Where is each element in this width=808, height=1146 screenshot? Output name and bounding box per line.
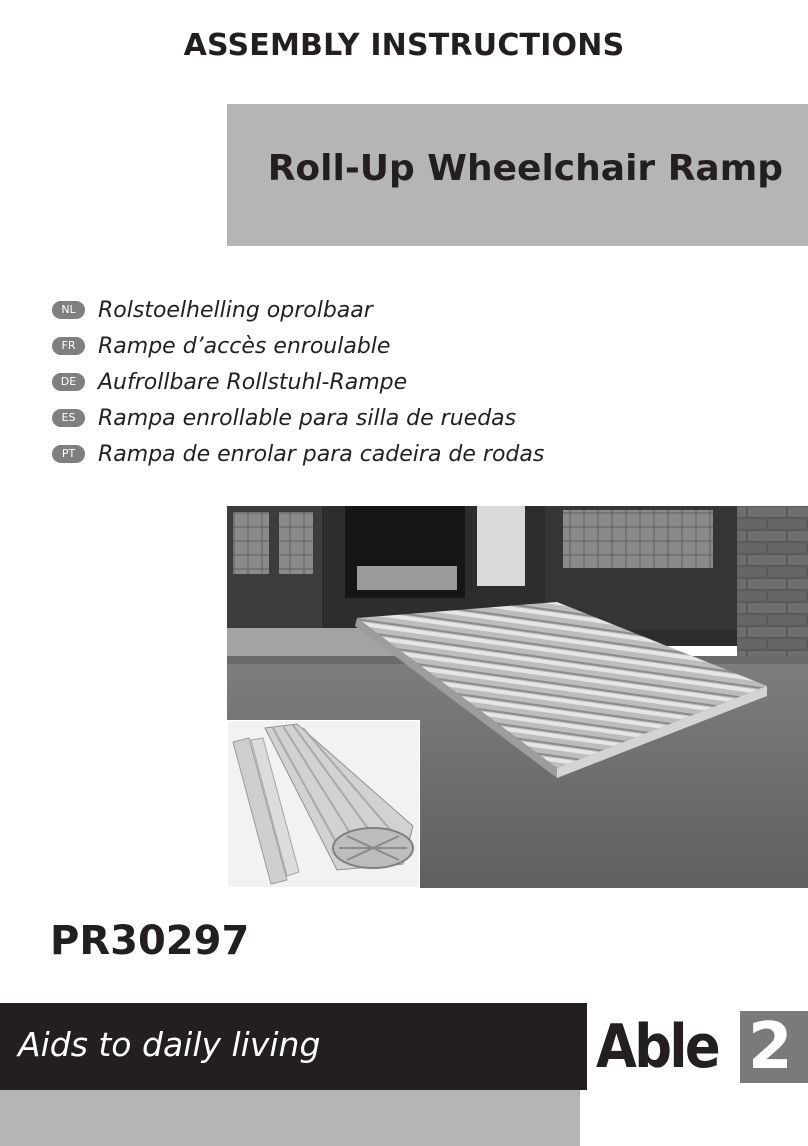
language-item-nl: [52, 292, 544, 328]
title-band: [227, 104, 808, 246]
model-number: PR30297: [50, 918, 250, 964]
language-title-fr: Rampe d’accès enroulable: [98, 333, 391, 359]
language-badge-nl: NL: [52, 301, 85, 319]
footer-band: [0, 1003, 808, 1090]
language-badge-fr: FR: [52, 337, 85, 355]
language-title-es: Rampa enrollable para silla de ruedas: [98, 405, 517, 431]
brand-logo-numeral: 2: [748, 1010, 793, 1084]
language-list: [52, 292, 544, 472]
language-item-de: [52, 364, 544, 400]
product-name: Roll-Up Wheelchair Ramp: [267, 148, 783, 189]
language-title-pt: Rampa de enrolar para cadeira de rodas: [98, 441, 545, 467]
language-title-de: Aufrollbare Rollstuhl-Rampe: [98, 369, 408, 395]
language-title-nl: Rolstoelhelling oprolbaar: [98, 297, 373, 323]
brand-logo: [587, 1003, 808, 1090]
language-item-es: [52, 400, 544, 436]
language-badge-de: DE: [52, 373, 85, 391]
bottom-band: [0, 1090, 580, 1146]
language-item-fr: [52, 328, 544, 364]
language-item-pt: [52, 436, 544, 472]
language-badge-pt: PT: [52, 445, 85, 463]
rolled-ramp-inset: [227, 720, 420, 888]
document-title: ASSEMBLY INSTRUCTIONS: [183, 28, 625, 63]
tagline: Aids to daily living: [18, 1025, 321, 1064]
brand-logo-text: Able: [596, 1012, 719, 1082]
brand-logo-mark: [740, 1011, 808, 1083]
language-badge-es: ES: [52, 409, 85, 427]
